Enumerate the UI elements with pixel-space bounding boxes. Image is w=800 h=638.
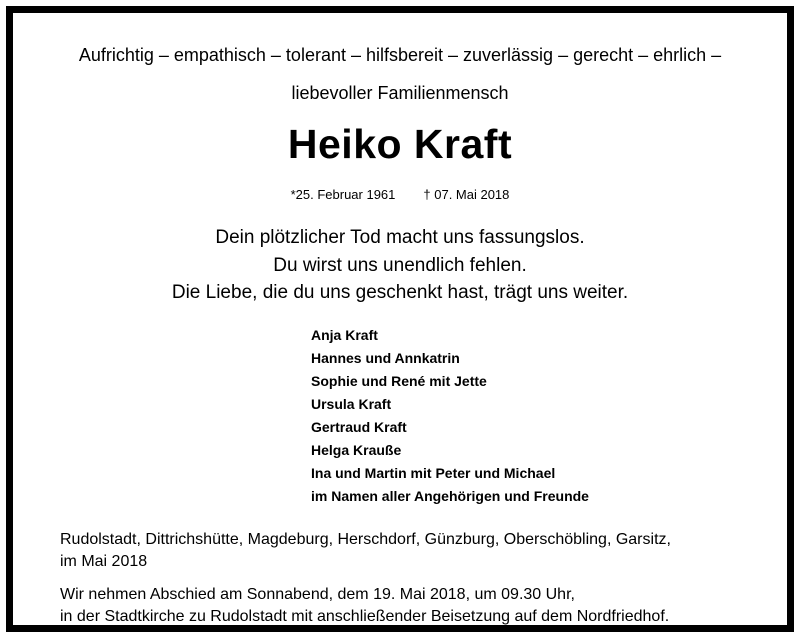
mourner-entry: Helga Krauße [311, 442, 402, 458]
obituary-notice [6, 6, 794, 632]
mourner-entry: Ursula Kraft [311, 396, 392, 412]
farewell-line-1: Wir nehmen Abschied am Sonnabend, dem 19. Mai 2018, um 09.30 Uhr, [60, 586, 575, 603]
mourner-entry: Anja Kraft [311, 327, 378, 343]
virtues-line-1: Aufrichtig – empathisch – tolerant – hilfsbereit – zuverlässig – gerecht – ehrlich – [78, 45, 722, 65]
mourner-entry: Gertraud Kraft [311, 419, 407, 435]
mourner-entry: Sophie und René mit Jette [311, 373, 487, 389]
mourner-entry: Ina und Martin mit Peter und Michael [311, 465, 556, 481]
deceased-name: Heiko Kraft [287, 121, 513, 167]
life-dates [13, 187, 787, 202]
places-and-date [60, 529, 671, 573]
virtues-line-2: liebevoller Familienmensch [291, 83, 509, 103]
farewell-line-2: in der Stadtkirche zu Rudolstadt mit anschließender Beisetzung auf dem Nordfriedhof. [60, 608, 670, 625]
verse-line-3: Die Liebe, die du uns geschenkt hast, trägt uns weiter. [171, 282, 629, 303]
verse-line-1: Dein plötzlicher Tod macht uns fassungslos. [215, 227, 585, 248]
places-line-2: im Mai 2018 [60, 553, 148, 570]
birth-date: *25. Februar 1961 [290, 187, 396, 202]
mourners-list [311, 327, 589, 511]
mourner-entry: Hannes und Annkatrin [311, 350, 460, 366]
funeral-announcement [60, 584, 669, 628]
mourner-entry: im Namen aller Angehörigen und Freunde [311, 488, 589, 504]
verse-line-2: Du wirst uns unendlich fehlen. [273, 255, 527, 276]
death-date: † 07. Mai 2018 [423, 187, 510, 202]
places-line-1: Rudolstadt, Dittrichshütte, Magdeburg, Herschdorf, Günzburg, Oberschöbling, Garsitz, [60, 531, 671, 548]
